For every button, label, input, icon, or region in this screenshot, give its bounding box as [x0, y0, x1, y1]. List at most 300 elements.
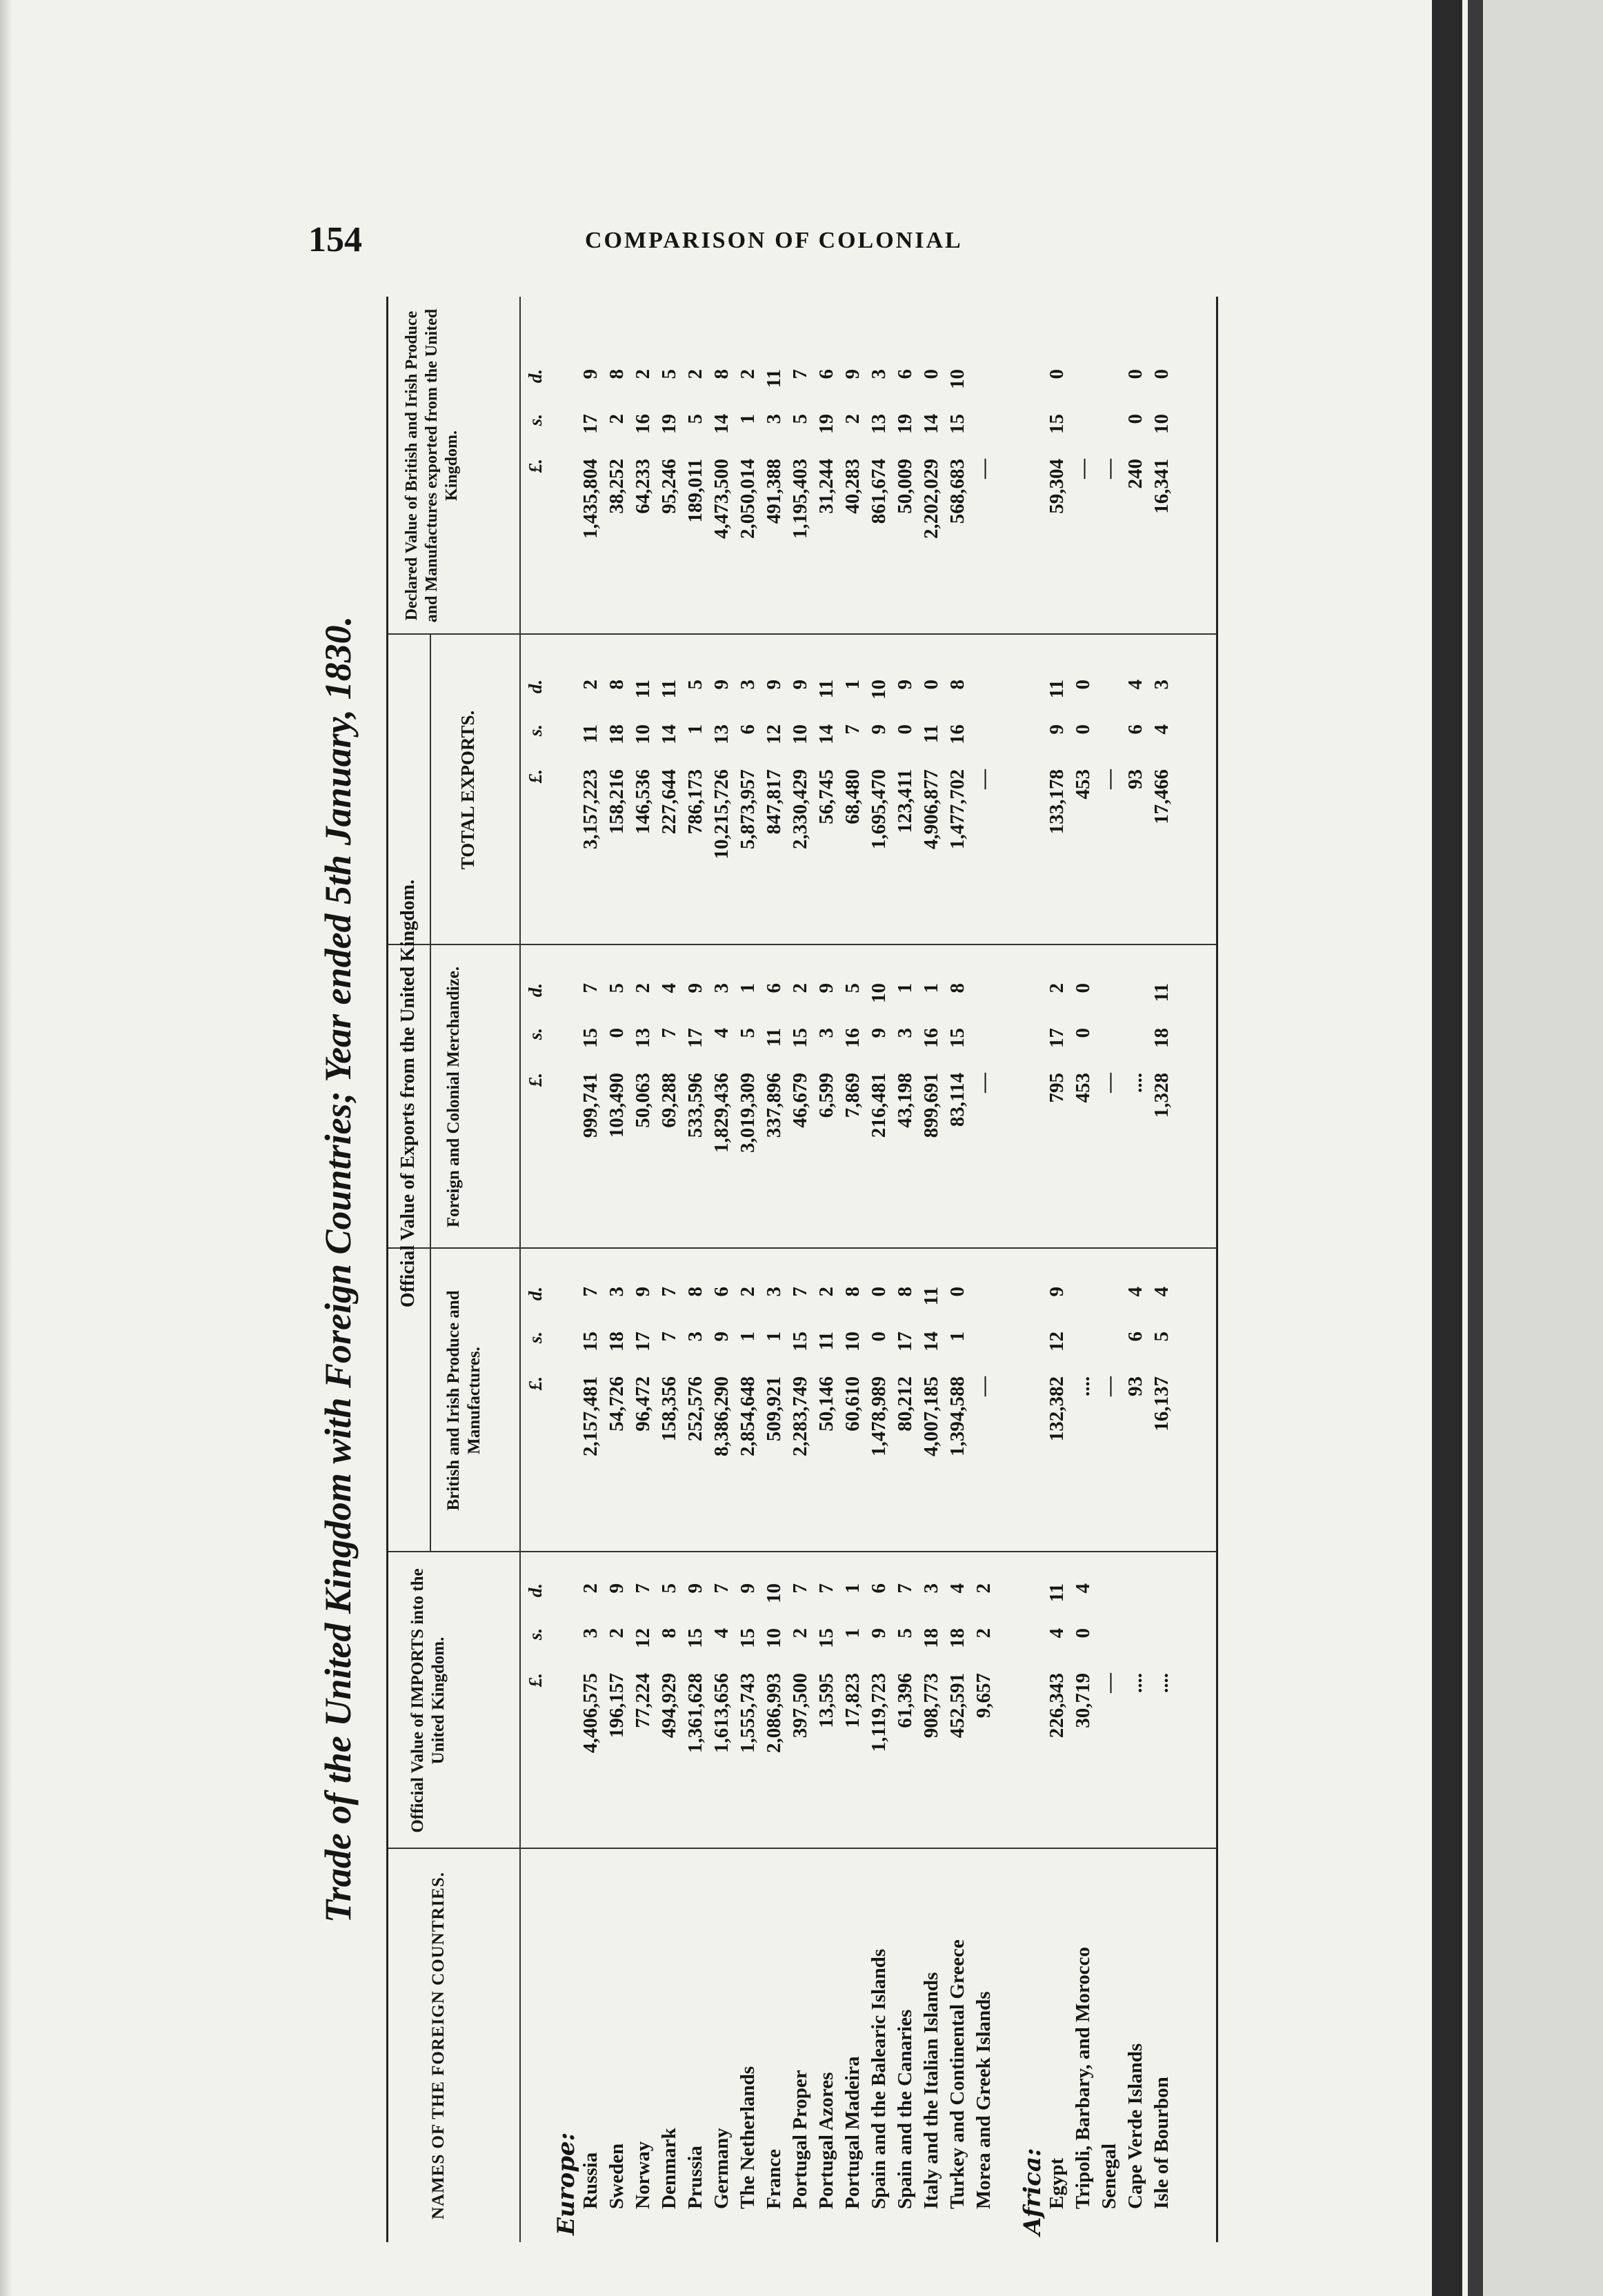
- total-cell: 9: [1046, 724, 1068, 735]
- foreign-cell: 7: [579, 983, 601, 993]
- header-imports: Official Value of IMPORTS into the United Kingdom.: [408, 1568, 448, 1833]
- declared-cell: 31,244: [815, 459, 837, 514]
- total-cell: 8: [946, 680, 968, 690]
- foreign-cell: 7: [658, 1028, 680, 1038]
- header-declared-value: Declared Value of British and Irish Produce and Manufactures exported from the United Kingdom.: [403, 308, 461, 623]
- total-cell: —: [973, 769, 995, 789]
- imports-cell: 10: [763, 1583, 785, 1603]
- country-name: Tripoli, Barbary, and Morocco: [1072, 1947, 1094, 2209]
- imports-cell: 1,119,723: [868, 1673, 890, 1752]
- total-cell: 9: [894, 680, 916, 690]
- declared-cell: 1: [737, 414, 759, 424]
- imports-cell: 3: [579, 1628, 601, 1639]
- declared-cell: 19: [815, 414, 837, 434]
- imports-cell: 4: [946, 1583, 968, 1594]
- imports-cell: 2: [973, 1628, 995, 1639]
- declared-cell: 1,195,403: [789, 459, 811, 539]
- foreign-cell: 17: [1046, 1028, 1068, 1048]
- foreign-cell: 5: [606, 983, 628, 993]
- declared-cell: 19: [894, 414, 916, 434]
- declared-cell: 3: [763, 414, 785, 424]
- header-foreign-colonial: Foreign and Colonial Merchandize.: [444, 966, 463, 1228]
- total-cell: 93: [1124, 769, 1146, 789]
- declared-cell: 8: [606, 369, 628, 379]
- unit-label-shillings: s.: [525, 414, 546, 426]
- total-cell: 3: [737, 680, 759, 690]
- total-cell: 14: [815, 724, 837, 744]
- imports-cell: 7: [894, 1583, 916, 1594]
- total-cell: 8: [606, 680, 628, 690]
- total-cell: 1,477,702: [946, 769, 968, 849]
- foreign-cell: 999,741: [579, 1073, 601, 1138]
- declared-cell: 9: [579, 369, 601, 379]
- british-cell: 11: [920, 1287, 942, 1306]
- british-cell: 96,472: [632, 1376, 654, 1432]
- foreign-cell: 15: [946, 1028, 968, 1048]
- unit-label-shillings: s.: [525, 1028, 546, 1040]
- table-row: [1122, 297, 1148, 2242]
- foreign-cell: 9: [815, 983, 837, 993]
- british-cell: 10: [842, 1332, 864, 1352]
- foreign-cell: 7,869: [842, 1073, 864, 1118]
- country-name: Senegal: [1098, 2143, 1120, 2209]
- declared-cell: 17: [579, 414, 601, 434]
- british-cell: 132,382: [1046, 1376, 1068, 1442]
- british-cell: 50,146: [815, 1376, 837, 1432]
- total-cell: 7: [842, 724, 864, 735]
- imports-cell: 17,823: [842, 1673, 864, 1728]
- country-name: Turkey and Continental Greece: [946, 1939, 968, 2209]
- british-cell: 11: [815, 1332, 837, 1351]
- unit-label-shillings: s.: [525, 1628, 546, 1641]
- page-gutter-shadow: [0, 0, 12, 2296]
- total-cell: 3,157,223: [579, 769, 601, 849]
- header-exports-group: Official Value of Exports from the United Kingdom.: [397, 879, 419, 1308]
- running-head: COMPARISON OF COLONIAL: [585, 228, 963, 253]
- british-cell: 9: [710, 1332, 733, 1342]
- table-row: [656, 297, 682, 2242]
- foreign-cell: 10: [868, 983, 890, 1003]
- country-name: Egypt: [1046, 2157, 1068, 2209]
- imports-cell: 1: [842, 1628, 864, 1639]
- declared-cell: 38,252: [606, 459, 628, 514]
- header-british-irish: British and Irish Produce and Manufactures.: [444, 1290, 484, 1511]
- british-cell: 5: [1151, 1332, 1173, 1342]
- total-cell: 146,536: [632, 769, 654, 835]
- unit-label-pounds: £.: [525, 1073, 546, 1087]
- british-cell: 1,478,989: [868, 1376, 890, 1456]
- imports-cell: 4: [1046, 1628, 1068, 1639]
- imports-cell: 9: [868, 1628, 890, 1639]
- header-names: NAMES OF THE FOREIGN COUNTRIES.: [429, 1872, 448, 2219]
- british-cell: 0: [946, 1287, 968, 1297]
- foreign-cell: 9: [684, 983, 706, 993]
- imports-cell: 4,406,575: [579, 1673, 601, 1753]
- british-cell: 8: [894, 1287, 916, 1297]
- declared-cell: 240: [1124, 459, 1146, 489]
- british-cell: 17: [632, 1332, 654, 1352]
- declared-cell: 16,341: [1151, 459, 1173, 514]
- imports-cell: 61,396: [894, 1673, 916, 1728]
- british-cell: —: [973, 1376, 995, 1396]
- british-cell: 252,576: [684, 1376, 706, 1442]
- total-cell: 11: [658, 680, 680, 699]
- british-cell: 15: [579, 1332, 601, 1352]
- total-cell: 123,411: [894, 769, 916, 833]
- country-name: Portugal Proper: [789, 2070, 811, 2209]
- total-cell: 16: [946, 724, 968, 744]
- facing-page-edge: [1483, 0, 1603, 2296]
- imports-cell: 30,719: [1072, 1673, 1094, 1728]
- imports-cell: 9: [684, 1583, 706, 1594]
- british-cell: 3: [684, 1332, 706, 1342]
- british-cell: 7: [789, 1287, 811, 1297]
- declared-cell: 568,683: [946, 459, 968, 524]
- declared-cell: 2,202,029: [920, 459, 942, 539]
- foreign-cell: 11: [1151, 983, 1173, 1002]
- imports-cell: 7: [789, 1583, 811, 1594]
- british-cell: ....: [1072, 1376, 1094, 1396]
- imports-cell: 12: [632, 1628, 654, 1648]
- british-cell: 1: [763, 1332, 785, 1342]
- foreign-cell: 1: [894, 983, 916, 993]
- british-cell: 1: [946, 1332, 968, 1342]
- declared-cell: 15: [946, 414, 968, 434]
- book-edge: [1432, 0, 1462, 2296]
- british-cell: 509,921: [763, 1376, 785, 1442]
- declared-cell: 59,304: [1046, 459, 1068, 514]
- total-cell: 11: [632, 680, 654, 699]
- foreign-cell: 16: [842, 1028, 864, 1048]
- total-cell: 10,215,726: [710, 769, 733, 860]
- unit-label-pence: d.: [525, 983, 546, 998]
- total-cell: 786,173: [684, 769, 706, 835]
- unit-label-pence: d.: [525, 369, 546, 384]
- foreign-cell: 1: [920, 983, 942, 993]
- foreign-cell: 533,596: [684, 1073, 706, 1138]
- imports-cell: 4: [710, 1628, 733, 1639]
- table-title: Trade of the United Kingdom with Foreign Countries; Year ended 5th January, 1830.: [317, 615, 359, 1923]
- declared-cell: 15: [1046, 414, 1068, 434]
- declared-cell: 5: [789, 414, 811, 424]
- declared-cell: 16: [632, 414, 654, 434]
- total-cell: 847,817: [763, 769, 785, 835]
- country-name: Morea and Greek Islands: [973, 1991, 995, 2209]
- british-cell: 7: [658, 1287, 680, 1297]
- foreign-cell: 1,328: [1151, 1073, 1173, 1118]
- table-row: [787, 297, 813, 2242]
- country-name: Cape Verde Islands: [1124, 2043, 1146, 2209]
- country-name: Isle of Bourbon: [1151, 2077, 1173, 2209]
- total-cell: 14: [658, 724, 680, 744]
- total-cell: 4,906,877: [920, 769, 942, 849]
- declared-cell: —: [973, 459, 995, 479]
- total-cell: —: [1098, 769, 1120, 789]
- british-cell: 4: [1124, 1287, 1146, 1297]
- table-row: [839, 297, 866, 2242]
- foreign-cell: 795: [1046, 1073, 1068, 1103]
- declared-cell: 5: [658, 369, 680, 379]
- imports-cell: 77,224: [632, 1673, 654, 1728]
- british-cell: 2: [737, 1287, 759, 1297]
- foreign-cell: 0: [1072, 983, 1094, 993]
- british-cell: 2,157,481: [579, 1376, 601, 1456]
- british-cell: 8: [684, 1287, 706, 1297]
- declared-cell: 0: [1151, 369, 1173, 379]
- british-cell: 1,394,588: [946, 1376, 968, 1456]
- foreign-cell: 1,829,436: [710, 1073, 733, 1153]
- table-row: [604, 297, 630, 2242]
- table-row: [944, 297, 970, 2242]
- imports-cell: 7: [815, 1583, 837, 1594]
- foreign-cell: 453: [1072, 1073, 1094, 1103]
- table-row: [630, 297, 656, 2242]
- table-row: [1070, 297, 1096, 2242]
- total-cell: 11: [579, 724, 601, 744]
- british-cell: 7: [658, 1332, 680, 1342]
- declared-cell: 0: [920, 369, 942, 379]
- total-cell: 2: [579, 680, 601, 690]
- imports-cell: 0: [1072, 1628, 1094, 1639]
- rotated-table-region: [303, 297, 1214, 2242]
- table-row: [918, 297, 944, 2242]
- british-cell: 8: [842, 1287, 864, 1297]
- declared-cell: 4,473,500: [710, 459, 733, 539]
- imports-cell: ....: [1124, 1673, 1146, 1693]
- imports-cell: 13,595: [815, 1673, 837, 1728]
- imports-cell: 2: [789, 1628, 811, 1639]
- total-cell: 68,480: [842, 769, 864, 824]
- table-row: [1148, 297, 1175, 2242]
- total-cell: 11: [1046, 680, 1068, 699]
- total-cell: 0: [920, 680, 942, 690]
- imports-cell: 452,591: [946, 1673, 968, 1739]
- total-cell: 2,330,429: [789, 769, 811, 849]
- foreign-cell: 337,896: [763, 1073, 785, 1138]
- british-cell: 14: [920, 1332, 942, 1352]
- british-cell: 12: [1046, 1332, 1068, 1352]
- imports-cell: 7: [710, 1583, 733, 1594]
- imports-cell: 1,613,656: [710, 1673, 733, 1753]
- british-cell: 9: [1046, 1287, 1068, 1297]
- imports-cell: 18: [946, 1628, 968, 1648]
- country-name: Italy and the Italian Islands: [920, 1972, 942, 2209]
- imports-cell: —: [1098, 1673, 1120, 1693]
- imports-cell: 10: [763, 1628, 785, 1648]
- imports-cell: 15: [737, 1628, 759, 1648]
- foreign-cell: 69,288: [658, 1073, 680, 1128]
- declared-cell: —: [1098, 459, 1120, 479]
- declared-cell: 11: [763, 369, 785, 388]
- imports-cell: 3: [920, 1583, 942, 1594]
- imports-cell: 2: [579, 1583, 601, 1594]
- declared-cell: 1,435,804: [579, 459, 601, 539]
- foreign-cell: 15: [579, 1028, 601, 1048]
- declared-cell: 2: [684, 369, 706, 379]
- foreign-cell: 899,691: [920, 1073, 942, 1138]
- unit-label-pence: d.: [525, 680, 546, 694]
- british-cell: 3: [763, 1287, 785, 1297]
- section-heading: Africa:: [1019, 2148, 1046, 2235]
- total-cell: 9: [868, 724, 890, 735]
- declared-cell: 95,246: [658, 459, 680, 514]
- foreign-cell: 9: [868, 1028, 890, 1038]
- foreign-cell: —: [973, 1073, 995, 1093]
- british-cell: 6: [710, 1287, 733, 1297]
- foreign-cell: 43,198: [894, 1073, 916, 1128]
- declared-cell: 10: [946, 369, 968, 389]
- total-cell: 10: [868, 680, 890, 700]
- total-cell: 4: [1124, 680, 1146, 690]
- foreign-cell: 4: [658, 983, 680, 993]
- table-row: [866, 297, 892, 2242]
- imports-cell: ....: [1151, 1673, 1173, 1693]
- header-total-exports: TOTAL EXPORTS.: [457, 710, 478, 870]
- imports-cell: 9,657: [973, 1673, 995, 1719]
- declared-cell: 6: [815, 369, 837, 379]
- total-cell: 9: [710, 680, 733, 690]
- total-cell: 18: [606, 724, 628, 744]
- table-row: [735, 297, 761, 2242]
- imports-cell: 5: [894, 1628, 916, 1639]
- british-cell: 8,386,290: [710, 1376, 733, 1456]
- british-cell: 60,610: [842, 1376, 864, 1432]
- imports-cell: 196,157: [606, 1673, 628, 1739]
- imports-cell: 7: [632, 1583, 654, 1594]
- unit-label-pence: d.: [525, 1287, 546, 1301]
- declared-cell: 64,233: [632, 459, 654, 514]
- table-row: [1044, 297, 1070, 2242]
- foreign-cell: 4: [710, 1028, 733, 1038]
- declared-cell: 3: [868, 369, 890, 379]
- imports-cell: 8: [658, 1628, 680, 1639]
- total-cell: 0: [894, 724, 916, 735]
- foreign-cell: —: [1098, 1073, 1120, 1093]
- declared-cell: 19: [658, 414, 680, 434]
- imports-cell: 2: [606, 1628, 628, 1639]
- foreign-cell: 3: [710, 983, 733, 993]
- declared-cell: 13: [868, 414, 890, 434]
- unit-label-pounds: £.: [525, 769, 546, 784]
- british-cell: 4,007,185: [920, 1376, 942, 1456]
- declared-cell: 861,674: [868, 459, 890, 524]
- imports-cell: 2,086,993: [763, 1673, 785, 1753]
- declared-cell: 50,009: [894, 459, 916, 514]
- foreign-cell: 13: [632, 1028, 654, 1048]
- british-cell: 3: [606, 1287, 628, 1297]
- trade-table: [386, 297, 1218, 2242]
- british-cell: 93: [1124, 1376, 1146, 1396]
- total-cell: 158,216: [606, 769, 628, 835]
- country-name: Germany: [710, 2128, 733, 2209]
- declared-cell: 2: [737, 369, 759, 379]
- country-name: Portugal Azores: [815, 2072, 837, 2209]
- table-row: [577, 297, 604, 2242]
- foreign-cell: 103,490: [606, 1073, 628, 1138]
- foreign-cell: 18: [1151, 1028, 1173, 1048]
- foreign-cell: 16: [920, 1028, 942, 1048]
- total-cell: 0: [1072, 680, 1094, 690]
- declared-cell: 5: [684, 414, 706, 424]
- imports-cell: 15: [684, 1628, 706, 1648]
- total-cell: 11: [815, 680, 837, 699]
- total-cell: 1: [684, 724, 706, 735]
- foreign-cell: 2: [632, 983, 654, 993]
- foreign-cell: 2: [1046, 983, 1068, 993]
- foreign-cell: 1: [737, 983, 759, 993]
- foreign-cell: 8: [946, 983, 968, 993]
- country-name: Prussia: [684, 2146, 706, 2209]
- unit-label-pounds: £.: [525, 459, 546, 473]
- total-cell: 5: [684, 680, 706, 690]
- british-cell: 158,356: [658, 1376, 680, 1442]
- imports-cell: 15: [815, 1628, 837, 1648]
- unit-label-shillings: s.: [525, 1332, 546, 1344]
- total-cell: 227,644: [658, 769, 680, 835]
- british-cell: 1: [737, 1332, 759, 1342]
- total-cell: 0: [1072, 724, 1094, 735]
- imports-cell: 1: [842, 1583, 864, 1594]
- foreign-cell: 15: [789, 1028, 811, 1048]
- british-cell: 2,283,749: [789, 1376, 811, 1456]
- table-row: [682, 297, 708, 2242]
- british-cell: 16,137: [1151, 1376, 1173, 1432]
- foreign-cell: 17: [684, 1028, 706, 1048]
- total-cell: 5,873,957: [737, 769, 759, 849]
- total-cell: 4: [1151, 724, 1173, 735]
- foreign-cell: 6,599: [815, 1073, 837, 1118]
- total-cell: 9: [763, 680, 785, 690]
- declared-cell: 14: [920, 414, 942, 434]
- total-cell: 10: [632, 724, 654, 744]
- group-header-rule: [430, 635, 431, 1552]
- british-cell: 17: [894, 1332, 916, 1352]
- total-cell: 12: [763, 724, 785, 744]
- imports-cell: 397,500: [789, 1673, 811, 1739]
- foreign-cell: 50,063: [632, 1073, 654, 1128]
- declared-cell: 6: [894, 369, 916, 379]
- unit-label-shillings: s.: [525, 724, 546, 737]
- table-row: [970, 297, 997, 2242]
- british-cell: 2,854,648: [737, 1376, 759, 1456]
- country-name: Denmark: [658, 2128, 680, 2209]
- foreign-cell: 0: [606, 1028, 628, 1038]
- country-name: Spain and the Canaries: [894, 2009, 916, 2209]
- total-cell: 3: [1151, 680, 1173, 690]
- total-cell: 1: [842, 680, 864, 690]
- imports-cell: 9: [606, 1583, 628, 1594]
- foreign-cell: 2: [789, 983, 811, 993]
- units-row: [525, 297, 550, 2242]
- total-cell: 133,178: [1046, 769, 1068, 835]
- british-cell: 0: [868, 1332, 890, 1342]
- declared-cell: 9: [842, 369, 864, 379]
- british-cell: 80,212: [894, 1376, 916, 1432]
- declared-cell: 2: [632, 369, 654, 379]
- imports-cell: 4: [1072, 1583, 1094, 1594]
- country-name: France: [763, 2149, 785, 2209]
- page-number: 154: [308, 220, 362, 259]
- british-cell: 15: [789, 1332, 811, 1352]
- total-cell: 6: [737, 724, 759, 735]
- total-cell: 9: [789, 680, 811, 690]
- british-cell: 9: [632, 1287, 654, 1297]
- total-cell: 1,695,470: [868, 769, 890, 849]
- foreign-cell: 6: [763, 983, 785, 993]
- foreign-cell: 5: [842, 983, 864, 993]
- total-cell: 6: [1124, 724, 1146, 735]
- section-heading: Europe:: [552, 2132, 580, 2235]
